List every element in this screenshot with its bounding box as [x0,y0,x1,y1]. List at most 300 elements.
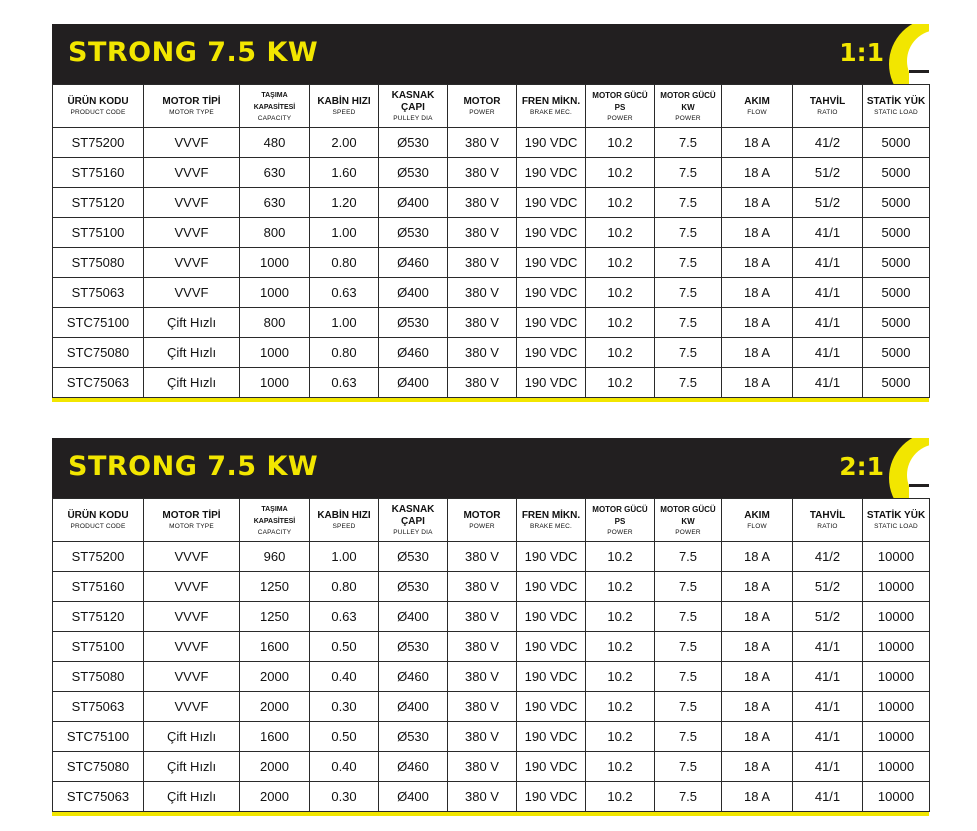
cell-brake-mec: 190 VDC [517,188,586,218]
cell-motor-type: Çift Hızlı [144,722,240,752]
cell-pulley-dia: Ø400 [379,368,448,398]
cell-motor-power-kw: 7.5 [655,338,722,368]
header-sublabel: MOTOR TYPE [169,522,214,530]
cell-flow: 18 A [722,572,793,602]
cell-capacity: 800 [240,308,310,338]
header-motor-power [448,85,517,128]
cell-motor-power-kw: 7.5 [655,128,722,158]
cell-motor-power: 380 V [448,692,517,722]
header-label: FREN MİKN. [521,95,581,107]
header-label: STATİK YÜK [866,509,926,521]
cell-motor-type: VVVF [144,158,240,188]
cell-pulley-dia: Ø530 [379,572,448,602]
header-sublabel: POWER [469,108,495,116]
spec-block-2to1 [52,438,929,816]
table-row [53,368,930,398]
header-pulley-dia [379,499,448,542]
header-sublabel: POWER [469,522,495,530]
header-label: MOTOR GÜCÜ KW [660,504,716,526]
header-label: KABİN HIZI [317,509,371,521]
cell-ratio: 41/1 [793,218,863,248]
cell-speed: 0.50 [310,632,379,662]
cell-brake-mec: 190 VDC [517,278,586,308]
table-row [53,602,930,632]
cell-product-code: ST75063 [53,278,144,308]
cell-pulley-dia: Ø400 [379,188,448,218]
cell-flow: 18 A [722,368,793,398]
cell-motor-power-ps: 10.2 [586,782,655,812]
cell-capacity: 1600 [240,632,310,662]
header-label: KASNAK ÇAPI [391,89,435,113]
cell-motor-power: 380 V [448,218,517,248]
cell-capacity: 1250 [240,572,310,602]
header-sublabel: PRODUCT CODE [70,522,126,530]
corner-notch [909,64,929,84]
cell-motor-power-kw: 7.5 [655,278,722,308]
cell-flow: 18 A [722,692,793,722]
header-label: KABİN HIZI [317,95,371,107]
cell-motor-power-kw: 7.5 [655,602,722,632]
cell-product-code: ST75080 [53,248,144,278]
cell-pulley-dia: Ø530 [379,542,448,572]
cell-speed: 0.30 [310,782,379,812]
cell-motor-power: 380 V [448,542,517,572]
cell-flow: 18 A [722,218,793,248]
cell-product-code: ST75120 [53,602,144,632]
cell-motor-type: VVVF [144,128,240,158]
cell-motor-power-kw: 7.5 [655,692,722,722]
cell-pulley-dia: Ø400 [379,692,448,722]
cell-ratio: 41/1 [793,662,863,692]
header-sublabel: POWER [607,114,633,122]
cell-motor-power-ps: 10.2 [586,632,655,662]
cell-static-load: 10000 [863,602,930,632]
cell-motor-power-ps: 10.2 [586,722,655,752]
table-row [53,752,930,782]
cell-flow: 18 A [722,158,793,188]
header-label: MOTOR GÜCÜ KW [660,90,716,112]
table-row [53,632,930,662]
cell-static-load: 5000 [863,248,930,278]
cell-motor-power-kw: 7.5 [655,722,722,752]
header-product-code [53,499,144,542]
cell-flow: 18 A [722,602,793,632]
header-speed [310,85,379,128]
cell-pulley-dia: Ø530 [379,632,448,662]
header-sublabel: POWER [675,114,701,122]
cell-motor-power: 380 V [448,278,517,308]
cell-product-code: STC75063 [53,368,144,398]
cell-static-load: 5000 [863,218,930,248]
header-sublabel: SPEED [332,108,356,116]
cell-motor-power-kw: 7.5 [655,542,722,572]
header-sublabel: PULLEY DIA [393,528,433,536]
cell-motor-type: VVVF [144,542,240,572]
header-sublabel: RATIO [817,522,838,530]
cell-motor-power: 380 V [448,632,517,662]
table-title: STRONG 7.5 KW [68,37,319,68]
cell-motor-power-ps: 10.2 [586,248,655,278]
cell-motor-type: VVVF [144,632,240,662]
header-label: AKIM [744,95,770,107]
cell-motor-type: Çift Hızlı [144,338,240,368]
cell-motor-power: 380 V [448,248,517,278]
header-motor-power-ps [586,499,655,542]
cell-capacity: 1000 [240,278,310,308]
header-ratio [793,499,863,542]
cell-motor-power: 380 V [448,722,517,752]
table-bottom-accent [52,398,929,402]
cell-capacity: 1000 [240,338,310,368]
cell-flow: 18 A [722,338,793,368]
cell-pulley-dia: Ø400 [379,602,448,632]
cell-motor-power-kw: 7.5 [655,782,722,812]
cell-motor-type: VVVF [144,188,240,218]
cell-brake-mec: 190 VDC [517,662,586,692]
cell-ratio: 41/1 [793,692,863,722]
cell-product-code: ST75100 [53,218,144,248]
cell-product-code: STC75100 [53,722,144,752]
title-bar [52,24,929,84]
corner-line [909,70,929,73]
cell-speed: 0.63 [310,278,379,308]
cell-static-load: 5000 [863,188,930,218]
cell-product-code: ST75200 [53,542,144,572]
cell-pulley-dia: Ø530 [379,218,448,248]
header-label: MOTOR [463,95,501,107]
cell-pulley-dia: Ø530 [379,128,448,158]
header-sublabel: FLOW [747,522,767,530]
header-sublabel: PRODUCT CODE [70,108,126,116]
cell-ratio: 51/2 [793,572,863,602]
header-sublabel: FLOW [747,108,767,116]
cell-brake-mec: 190 VDC [517,722,586,752]
header-motor-power [448,499,517,542]
cell-pulley-dia: Ø460 [379,248,448,278]
cell-brake-mec: 190 VDC [517,128,586,158]
cell-product-code: ST75200 [53,128,144,158]
cell-motor-power-ps: 10.2 [586,572,655,602]
header-flow [722,85,793,128]
cell-static-load: 5000 [863,368,930,398]
cell-capacity: 2000 [240,692,310,722]
table-row [53,218,930,248]
cell-flow: 18 A [722,782,793,812]
header-sublabel: PULLEY DIA [393,114,433,122]
cell-brake-mec: 190 VDC [517,542,586,572]
table-row [53,692,930,722]
cell-product-code: STC75080 [53,338,144,368]
cell-motor-power-kw: 7.5 [655,572,722,602]
cell-capacity: 1000 [240,248,310,278]
cell-motor-type: VVVF [144,572,240,602]
cell-motor-power: 380 V [448,128,517,158]
cell-pulley-dia: Ø460 [379,662,448,692]
cell-ratio: 41/1 [793,338,863,368]
cell-ratio: 41/1 [793,278,863,308]
header-label: TAŞIMA KAPASİTESİ [253,91,296,111]
cell-motor-type: VVVF [144,692,240,722]
cell-flow: 18 A [722,542,793,572]
cell-motor-power: 380 V [448,188,517,218]
cell-static-load: 5000 [863,158,930,188]
header-sublabel: STATIC LOAD [874,108,918,116]
table-row [53,542,930,572]
cell-motor-power-kw: 7.5 [655,158,722,188]
cell-motor-power-ps: 10.2 [586,308,655,338]
cell-capacity: 2000 [240,752,310,782]
cell-ratio: 41/2 [793,128,863,158]
cell-static-load: 5000 [863,128,930,158]
table-row [53,188,930,218]
cell-flow: 18 A [722,128,793,158]
header-label: TAHVİL [809,509,846,521]
cell-flow: 18 A [722,308,793,338]
cell-capacity: 960 [240,542,310,572]
cell-motor-type: Çift Hızlı [144,308,240,338]
table-bottom-accent [52,812,929,816]
cell-motor-power: 380 V [448,308,517,338]
header-sublabel: POWER [607,528,633,536]
header-label: TAŞIMA KAPASİTESİ [253,505,296,525]
cell-pulley-dia: Ø530 [379,722,448,752]
cell-static-load: 10000 [863,752,930,782]
cell-product-code: ST75063 [53,692,144,722]
cell-motor-power-kw: 7.5 [655,632,722,662]
header-label: STATİK YÜK [866,95,926,107]
cell-flow: 18 A [722,188,793,218]
cell-static-load: 5000 [863,308,930,338]
cell-motor-power-ps: 10.2 [586,542,655,572]
cell-speed: 1.00 [310,542,379,572]
cell-motor-power-ps: 10.2 [586,752,655,782]
cell-ratio: 41/1 [793,782,863,812]
cell-motor-type: VVVF [144,218,240,248]
header-brake-mec [517,499,586,542]
header-capacity [240,85,310,128]
ratio-label: 2:1 [839,452,884,481]
cell-brake-mec: 190 VDC [517,752,586,782]
cell-motor-power-kw: 7.5 [655,368,722,398]
header-sublabel: CAPACITY [257,528,292,536]
cell-capacity: 630 [240,188,310,218]
cell-static-load: 10000 [863,572,930,602]
header-static-load [863,85,930,128]
cell-motor-power-kw: 7.5 [655,218,722,248]
cell-speed: 1.60 [310,158,379,188]
cell-static-load: 10000 [863,632,930,662]
header-sublabel: SPEED [332,522,356,530]
table-row [53,782,930,812]
header-label: AKIM [744,509,770,521]
header-sublabel: CAPACITY [257,114,292,122]
header-speed [310,499,379,542]
cell-brake-mec: 190 VDC [517,368,586,398]
corner-notch [909,478,929,498]
cell-product-code: STC75063 [53,782,144,812]
cell-speed: 0.40 [310,752,379,782]
cell-speed: 0.30 [310,692,379,722]
cell-pulley-dia: Ø460 [379,752,448,782]
cell-ratio: 41/1 [793,248,863,278]
cell-speed: 2.00 [310,128,379,158]
cell-product-code: ST75160 [53,572,144,602]
cell-capacity: 1250 [240,602,310,632]
cell-brake-mec: 190 VDC [517,632,586,662]
header-label: KASNAK ÇAPI [391,503,435,527]
cell-ratio: 51/2 [793,602,863,632]
cell-speed: 0.63 [310,368,379,398]
cell-ratio: 41/1 [793,368,863,398]
cell-ratio: 41/2 [793,542,863,572]
header-sublabel: BRAKE MEC. [529,522,573,530]
cell-motor-power: 380 V [448,662,517,692]
cell-brake-mec: 190 VDC [517,338,586,368]
header-motor-type [144,499,240,542]
cell-speed: 0.80 [310,572,379,602]
spec-table [52,84,930,398]
header-sublabel: RATIO [817,108,838,116]
cell-motor-type: VVVF [144,602,240,632]
cell-pulley-dia: Ø400 [379,278,448,308]
header-label: ÜRÜN KODU [67,509,129,521]
header-label: FREN MİKN. [521,509,581,521]
header-motor-type [144,85,240,128]
corner-line [909,484,929,487]
cell-motor-power-ps: 10.2 [586,278,655,308]
cell-product-code: STC75100 [53,308,144,338]
cell-product-code: ST75160 [53,158,144,188]
cell-ratio: 41/1 [793,752,863,782]
header-sublabel: MOTOR TYPE [169,108,214,116]
cell-motor-power: 380 V [448,752,517,782]
cell-motor-power-ps: 10.2 [586,158,655,188]
header-brake-mec [517,85,586,128]
cell-motor-power: 380 V [448,782,517,812]
cell-speed: 0.80 [310,338,379,368]
cell-capacity: 1000 [240,368,310,398]
cell-speed: 1.00 [310,308,379,338]
cell-motor-power: 380 V [448,338,517,368]
title-bar [52,438,929,498]
table-row [53,662,930,692]
cell-static-load: 5000 [863,338,930,368]
cell-motor-power: 380 V [448,158,517,188]
cell-motor-type: VVVF [144,248,240,278]
cell-product-code: ST75120 [53,188,144,218]
cell-product-code: STC75080 [53,752,144,782]
table-row [53,572,930,602]
header-motor-power-kw [655,85,722,128]
table-row [53,308,930,338]
cell-ratio: 41/1 [793,722,863,752]
table-title: STRONG 7.5 KW [68,451,319,482]
header-motor-power-ps [586,85,655,128]
cell-ratio: 41/1 [793,308,863,338]
cell-speed: 0.80 [310,248,379,278]
cell-brake-mec: 190 VDC [517,248,586,278]
table-row [53,158,930,188]
cell-flow: 18 A [722,722,793,752]
cell-motor-power: 380 V [448,572,517,602]
cell-motor-power-ps: 10.2 [586,662,655,692]
header-capacity [240,499,310,542]
cell-motor-power-ps: 10.2 [586,602,655,632]
table-row [53,338,930,368]
cell-motor-power-ps: 10.2 [586,128,655,158]
cell-brake-mec: 190 VDC [517,602,586,632]
cell-motor-power-kw: 7.5 [655,248,722,278]
cell-motor-type: Çift Hızlı [144,752,240,782]
cell-speed: 0.40 [310,662,379,692]
table-row [53,248,930,278]
header-label: MOTOR GÜCÜ PS [592,504,648,526]
cell-motor-power-ps: 10.2 [586,338,655,368]
ratio-label: 1:1 [839,38,884,67]
cell-brake-mec: 190 VDC [517,158,586,188]
cell-speed: 0.50 [310,722,379,752]
cell-speed: 1.00 [310,218,379,248]
cell-speed: 1.20 [310,188,379,218]
header-label: MOTOR [463,509,501,521]
header-sublabel: POWER [675,528,701,536]
cell-motor-power-ps: 10.2 [586,188,655,218]
cell-capacity: 480 [240,128,310,158]
header-flow [722,499,793,542]
cell-pulley-dia: Ø400 [379,782,448,812]
cell-product-code: ST75100 [53,632,144,662]
header-row [53,85,930,128]
cell-static-load: 10000 [863,542,930,572]
header-motor-power-kw [655,499,722,542]
cell-motor-type: Çift Hızlı [144,368,240,398]
cell-flow: 18 A [722,248,793,278]
cell-flow: 18 A [722,752,793,782]
cell-flow: 18 A [722,632,793,662]
cell-ratio: 41/1 [793,632,863,662]
cell-product-code: ST75080 [53,662,144,692]
cell-static-load: 10000 [863,782,930,812]
spec-table [52,498,930,812]
cell-pulley-dia: Ø460 [379,338,448,368]
spec-block-1to1 [52,24,929,402]
cell-motor-power-kw: 7.5 [655,308,722,338]
cell-brake-mec: 190 VDC [517,308,586,338]
header-product-code [53,85,144,128]
header-sublabel: STATIC LOAD [874,522,918,530]
cell-ratio: 51/2 [793,188,863,218]
cell-capacity: 2000 [240,782,310,812]
cell-motor-power-ps: 10.2 [586,692,655,722]
header-row [53,499,930,542]
cell-motor-power-ps: 10.2 [586,368,655,398]
header-label: MOTOR TİPİ [162,509,221,521]
cell-static-load: 10000 [863,722,930,752]
cell-ratio: 51/2 [793,158,863,188]
cell-motor-power: 380 V [448,602,517,632]
table-row [53,278,930,308]
cell-brake-mec: 190 VDC [517,218,586,248]
cell-pulley-dia: Ø530 [379,308,448,338]
header-sublabel: BRAKE MEC. [529,108,573,116]
cell-capacity: 1600 [240,722,310,752]
cell-brake-mec: 190 VDC [517,692,586,722]
cell-capacity: 630 [240,158,310,188]
cell-speed: 0.63 [310,602,379,632]
table-row [53,128,930,158]
header-static-load [863,499,930,542]
cell-motor-type: VVVF [144,278,240,308]
